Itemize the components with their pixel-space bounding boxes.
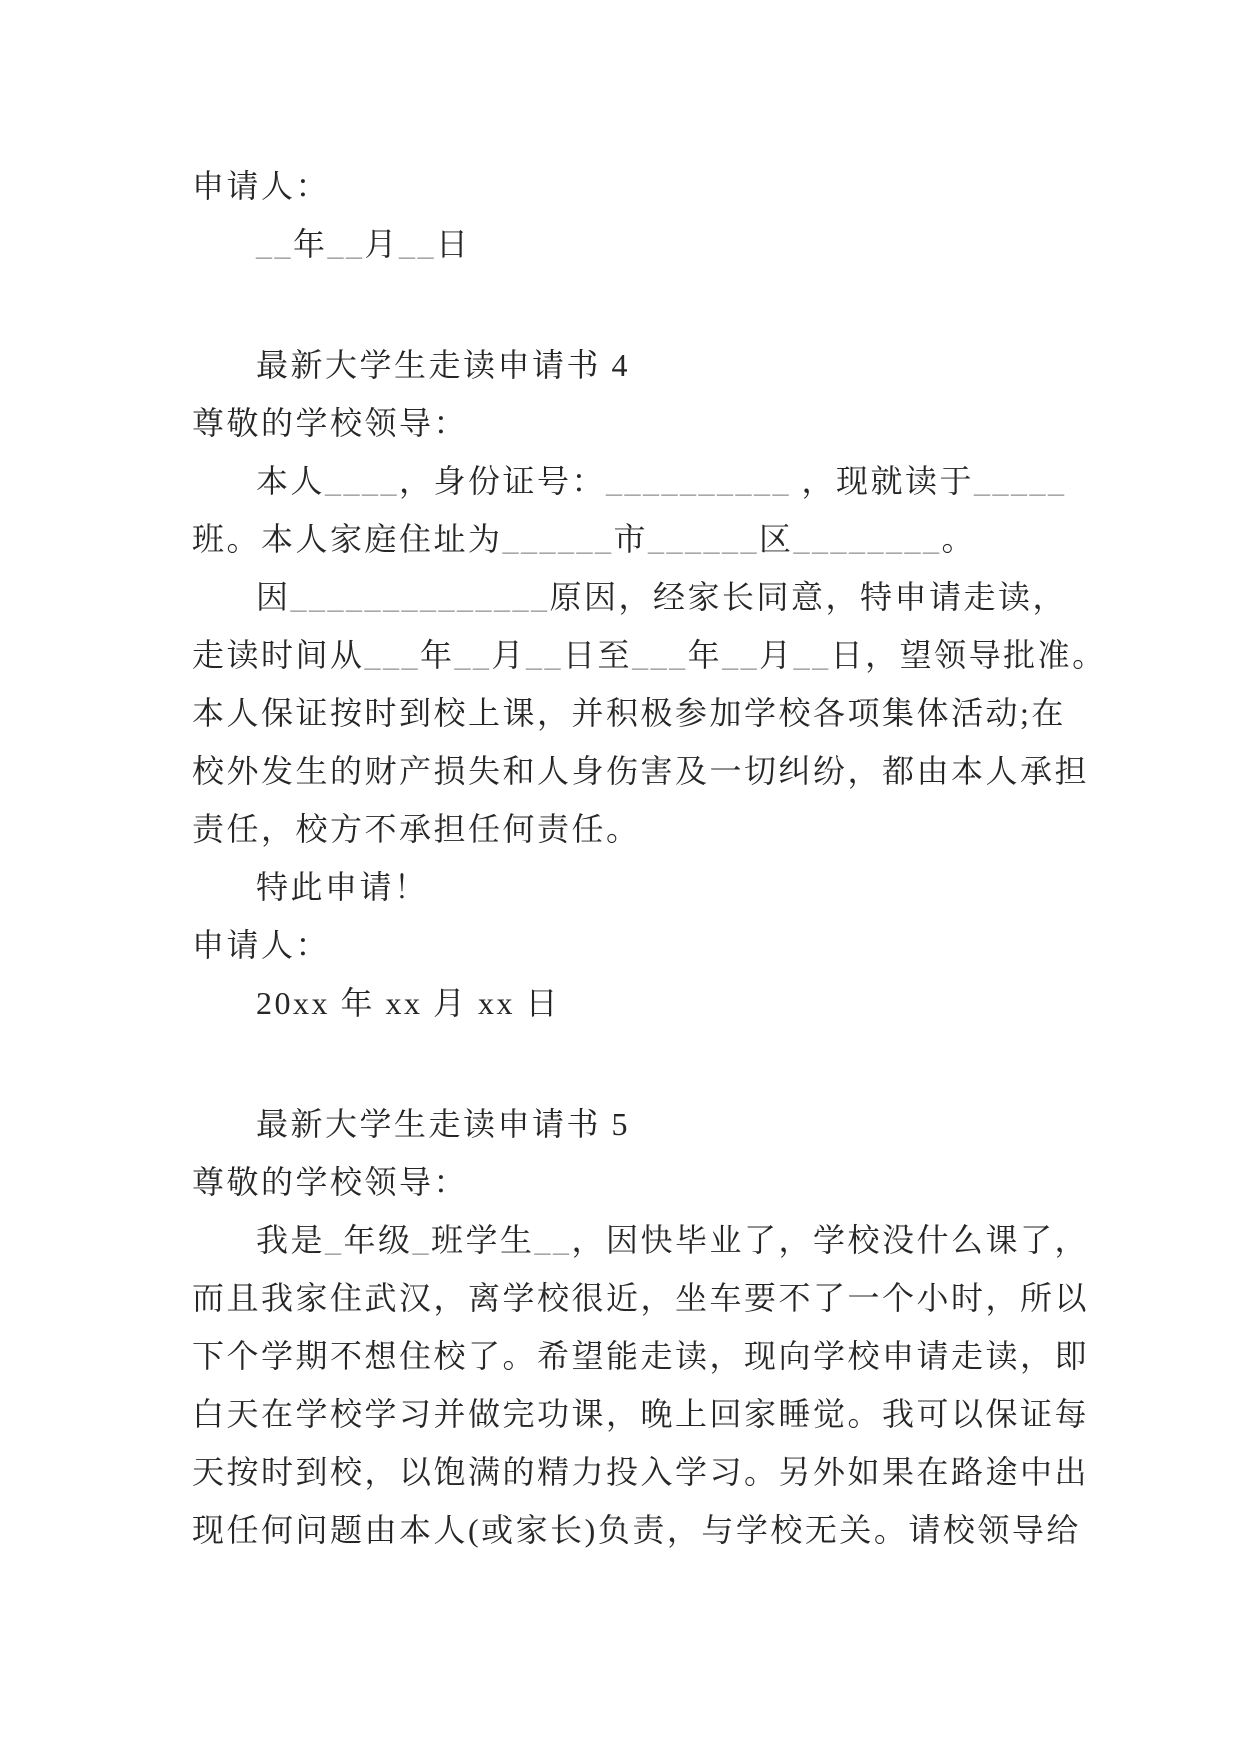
blank-underline: __ [399,226,437,262]
body: 现任何问题由本人(或家长)负责，与学校无关。请校领导给 [192,1512,1081,1548]
body: 我是_年级_班学生__，因快毕业了，学校没什么课了， [256,1222,1090,1258]
body: 因______________原因，经家长同意，特申请走读， [256,579,1068,615]
blank-underline: __ [793,637,831,673]
blank-underline: __ [256,226,293,262]
salutation: 尊敬的学校领导： [192,1164,469,1200]
blank-underline: ______ [648,521,760,557]
salutation: 尊敬的学校领导： [192,405,469,441]
body: 校外发生的财产损失和人身伤害及一切纠纷，都由本人承担 [192,753,1090,789]
signature-label: 申请人： [192,168,331,204]
blank-underline: __ [722,637,760,673]
body: 下个学期不想住校了。希望能走读，现向学校申请走读，即 [192,1338,1090,1374]
body: 本人____，身份证号：__________ ，现就读于_____ [256,463,1067,499]
body: 天按时到校，以饱满的精力投入学习。另外如果在路途中出 [192,1454,1090,1490]
document-lines [192,157,1107,1559]
body: 特此申请！ [256,869,429,905]
blank-underline: ____ [325,463,400,499]
blank-underline: __________ [606,463,792,499]
section-title: 最新大学生走读申请书 5 [256,1106,631,1142]
blank-underline: ___ [632,637,688,673]
body: 责任，校方不承担任何责任。 [192,811,641,847]
signature-label: 申请人： [192,927,331,963]
body: 走读时间从___年__月__日至___年__月__日，望领导批准。 [192,637,1107,673]
blank-underline: ________ [793,521,942,557]
blank-underline: __ [534,1222,572,1258]
section-title: 最新大学生走读申请书 4 [256,347,631,383]
blank-underline: _ [325,1222,344,1258]
body: 班。本人家庭住址为______市______区________。 [192,521,977,557]
blank-underline: _ [412,1222,432,1258]
body: 本人保证按时到校上课，并积极参加学校各项集体活动;在 [192,695,1066,731]
blank-underline: ___ [364,637,421,673]
body: 白天在学校学习并做完功课，晚上回家睡觉。我可以保证每 [192,1396,1090,1432]
blank-underline: __ [526,637,564,673]
blank-underline: _____ [974,463,1067,499]
blank-underline: __ [454,637,492,673]
blank-underline: ______ [502,521,614,557]
date-line: 20xx 年 xx 月 xx 日 [256,985,561,1021]
date-line: __年__月__日 [256,226,471,262]
blank-underline: __ [327,226,365,262]
body: 而且我家住武汉，离学校很近，坐车要不了一个小时，所以 [192,1280,1090,1316]
blank-underline: ______________ [290,579,550,615]
